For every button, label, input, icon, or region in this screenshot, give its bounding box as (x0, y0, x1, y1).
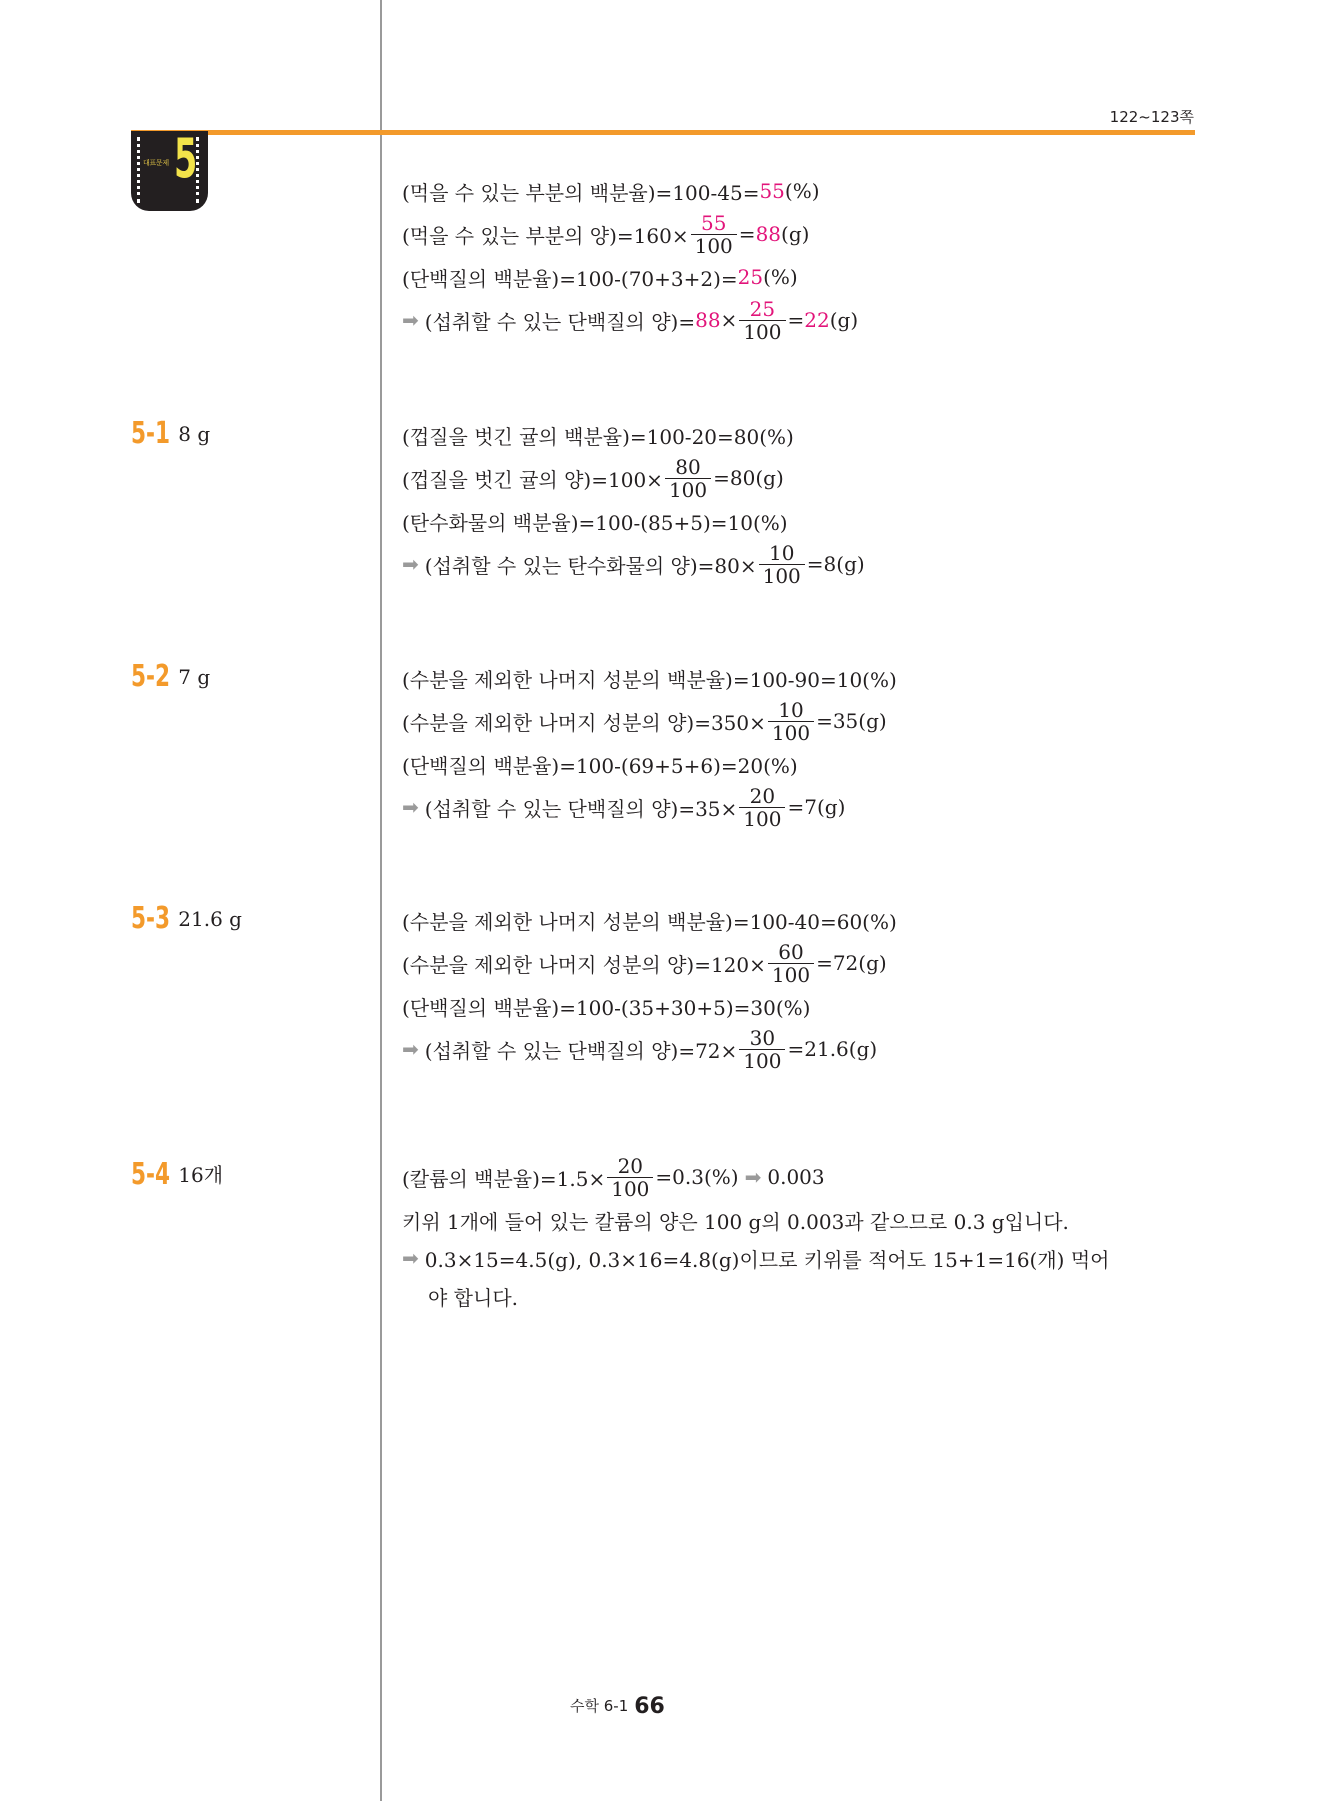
solution-line: (수분을 제외한 나머지 성분의 백분율)=100-40=60(%) (402, 909, 897, 934)
fraction: $\frac{20}{100}$ (739, 785, 785, 830)
fraction: $\frac{20}{100}$ (607, 1155, 653, 1200)
arrow-right-icon: ➡ (402, 1037, 419, 1061)
problem-number: 5-1 (131, 416, 171, 451)
page-footer (570, 1694, 665, 1719)
fraction: $\frac{10}{100}$ (759, 542, 805, 587)
solution-line: ➡ (섭취할 수 있는 탄수화물의 양)=80× $\frac{10}{100}$ =8(g) (402, 540, 865, 588)
header-rule (131, 130, 1195, 135)
solution-line: (단백질의 백분율)=100-(70+3+2)= 25 (%) (402, 265, 798, 291)
problem-number: 5-2 (131, 659, 171, 694)
solution-line: (칼륨의 백분율)=1.5× $\frac{20}{100}$ =0.3(%) ➡ 0.003 (402, 1153, 825, 1201)
arrow-right-icon: ➡ (402, 795, 419, 819)
arrow-right-icon: ➡ (744, 1165, 762, 1189)
answer (131, 901, 242, 936)
solution-line: ➡ 0.3×15=4.5(g), 0.3×16=4.8(g)이므로 키위를 적어도 15+1=16(개) 먹어 (402, 1246, 1110, 1272)
answer (131, 416, 210, 451)
solution-line: (단백질의 백분율)=100-(35+30+5)=30(%) (402, 995, 811, 1020)
badge-number: 5 (174, 127, 198, 190)
solution-lines (402, 659, 1202, 831)
solution-line: (수분을 제외한 나머지 성분의 양)=120× $\frac{60}{100}$ =72(g) (402, 939, 887, 987)
solution-line: 야 합니다. (428, 1285, 518, 1310)
problem-number: 5-3 (131, 901, 171, 936)
fraction: $\frac{10}{100}$ (768, 699, 814, 744)
center-divider (380, 0, 382, 1801)
page-number: 66 (634, 1694, 665, 1719)
solution-line: (단백질의 백분율)=100-(69+5+6)=20(%) (402, 753, 798, 778)
fraction: $\frac{30}{100}$ (739, 1027, 785, 1072)
solution-lines (402, 1153, 1202, 1315)
solution-line: (먹을 수 있는 부분의 백분율)=100-45= 55 (%) (402, 179, 820, 205)
solution-line: ➡ (섭취할 수 있는 단백질의 양)=35× $\frac{20}{100}$ =7(g) (402, 783, 846, 831)
answer (131, 1157, 223, 1192)
fraction: $\frac{25}{100}$ (739, 298, 785, 343)
badge-label: 대표문제 (143, 159, 169, 167)
solution-line: (수분을 제외한 나머지 성분의 백분율)=100-90=10(%) (402, 667, 897, 692)
fraction: $\frac{60}{100}$ (768, 941, 814, 986)
footer-subject: 수학 6-1 (570, 1697, 629, 1715)
solution-line: ➡ (섭취할 수 있는 단백질의 양)=72× $\frac{30}{100}$ =21.6(g) (402, 1025, 878, 1073)
solution-line: (껍질을 벗긴 귤의 양)=100× $\frac{80}{100}$ =80(g) (402, 454, 784, 502)
arrow-right-icon: ➡ (402, 308, 419, 332)
solution-line: ➡ (섭취할 수 있는 단백질의 양)= 88 × $\frac{25}{100}$ = 22 (g) (402, 296, 859, 344)
solution-line: (탄수화물의 백분율)=100-(85+5)=10(%) (402, 510, 788, 535)
arrow-right-icon: ➡ (402, 552, 419, 576)
fraction: $\frac{80}{100}$ (665, 456, 711, 501)
arrow-right-icon: ➡ (402, 1246, 419, 1270)
film-strip-left (137, 137, 143, 203)
answer-value: 7 g (178, 665, 211, 689)
solution-lines (402, 172, 1202, 344)
answer-value: 8 g (178, 422, 211, 446)
solution-line: (먹을 수 있는 부분의 양)=160× $\frac{55}{100}$ = 88 (g) (402, 210, 810, 258)
solution-lines (402, 901, 1202, 1073)
problem-number: 5-4 (131, 1157, 171, 1192)
solution-line: (껍질을 벗긴 귤의 백분율)=100-20=80(%) (402, 424, 794, 449)
answer (131, 659, 210, 694)
representative-problem-badge (131, 127, 208, 211)
fraction: $\frac{55}{100}$ (691, 212, 737, 257)
answer-value: 21.6 g (178, 907, 242, 931)
solution-lines (402, 416, 1202, 588)
page-range: 122~123쪽 (1109, 108, 1194, 126)
solution-line: 키위 1개에 들어 있는 칼륨의 양은 100 g의 0.003과 같으므로 0.3 g입니다. (402, 1209, 1069, 1234)
answer-value: 16개 (178, 1163, 224, 1187)
solution-line: (수분을 제외한 나머지 성분의 양)=350× $\frac{10}{100}$ =35(g) (402, 697, 887, 745)
